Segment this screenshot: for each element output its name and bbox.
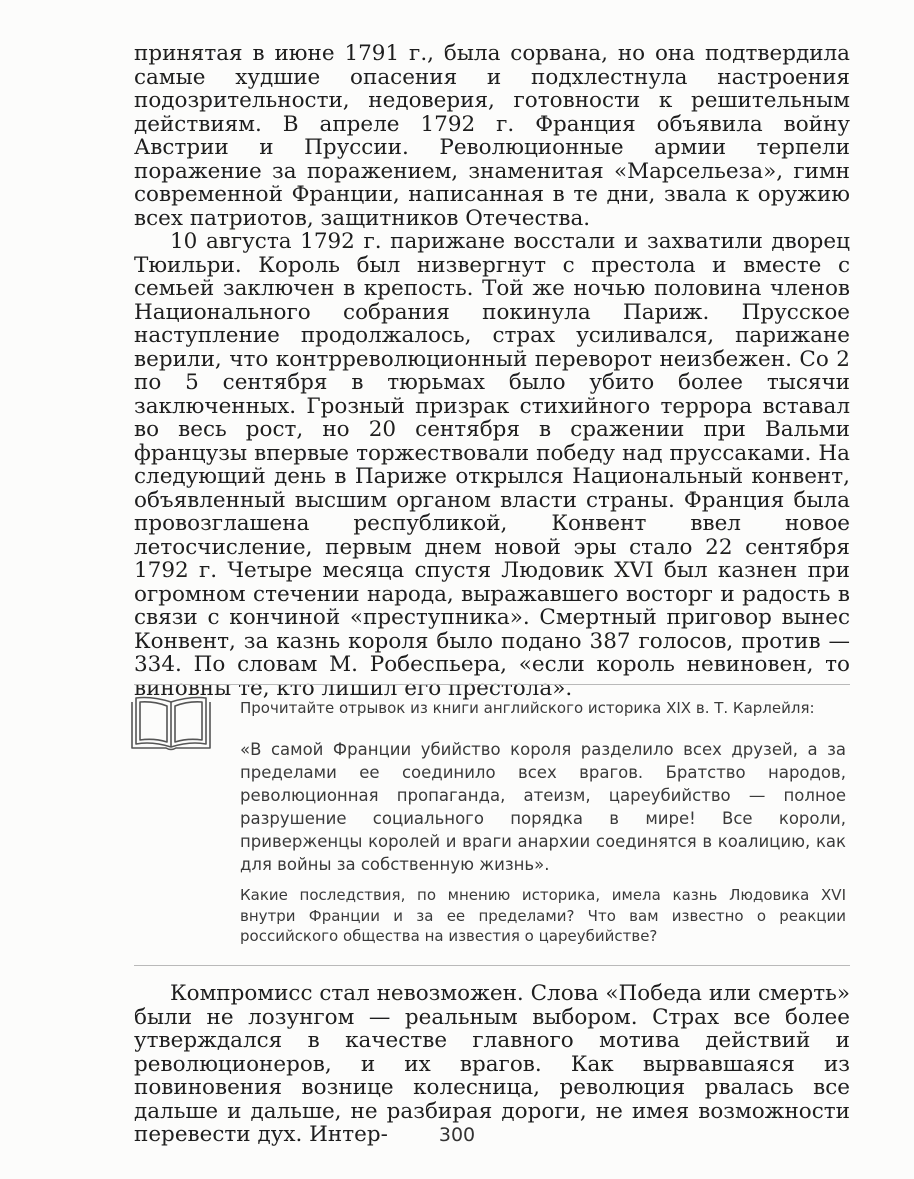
open-book-icon	[128, 694, 214, 756]
paragraph-compromise: Компромисс стал невозможен. Слова «Победа или смерть» были не лозунгом — реальным выбором. Страх все более утверждался в качестве главного мотива действий и революционеров, и их врагов. Как вырвавшаяся из повиновения вознице колесница, революция рвалась все дальше и дальше, не разбирая дороги, не имея возможности перевести дух. Интер-	[134, 981, 850, 1147]
page-number: 300	[438, 1124, 476, 1146]
main-text	[134, 42, 850, 700]
paragraph-continuation: принятая в июне 1791 г., была сорвана, но она подтвердила самые худшие опасения и подхлестнула настроения подозрительности, недоверия, готовности к решительным действиям. В апреле 1792 г. Франция объявила войну Австрии и Пруссии. Революционные армии терпели поражение за поражением, знаменитая «Марсельеза», гимн современной Франции, написанная в те дни, звала к оружию всех патриотов, защитников Отечества.	[134, 41, 850, 231]
source-question-text: Какие последствия, по мнению историка, имела казнь Людовика XVI внутри Франции и за ее пределами? Что вам известно о реакции российского общества на известия о цареубийстве?	[240, 886, 846, 945]
source-intro	[240, 697, 846, 719]
source-intro-text: Прочитайте отрывок из книги английского историка XIX в. Т. Карлейля:	[240, 699, 815, 717]
source-question	[240, 885, 846, 947]
source-quote	[240, 738, 846, 876]
source-box-bottom-rule	[134, 965, 850, 966]
source-box-top-rule	[134, 684, 850, 685]
paragraph-august-1792: 10 августа 1792 г. парижане восстали и захватили дворец Тюильри. Король был низвергнут с престола и вместе с семьей заключен в крепость. Той же ночью половина членов Национального собрания покинула Париж. Прусское наступление продолжалось, страх усиливался, парижане верили, что контрреволюционный переворот неизбежен. Со 2 по 5 сентября в тюрьмах было убито более тысячи заключенных. Грозный призрак стихийного террора вставал во весь рост, но 20 сентября в сражении при Вальми французы впервые торжествовали победу над пруссаками. На следующий день в Париже открылся Национальный конвент, объявленный высшим органом власти страны. Франция была провозглашена республикой, Конвент ввел новое летосчисление, первым днем новой эры стало 22 сентября 1792 г. Четыре месяца спустя Людовик XVI был казнен при огромном стечении народа, выражавшего восторг и радость в связи с кончиной «преступника». Смертный приговор вынес Конвент, за казнь короля было подано 387 голосов, против — 334. По словам М. Робеспьера, «если король невиновен, то виновны те, кто лишил его престола».	[134, 229, 850, 701]
bottom-text	[134, 982, 850, 1147]
source-quote-text: «В самой Франции убийство короля разделило всех друзей, а за пределами ее соединило всех врагов. Братство народов, революционная пропаганда, атеизм, цареубийство — полное разрушение социального порядка в мире! Все короли, приверженцы королей и враги анархии соединятся в коалицию, как для войны за собственную жизнь».	[240, 740, 846, 874]
